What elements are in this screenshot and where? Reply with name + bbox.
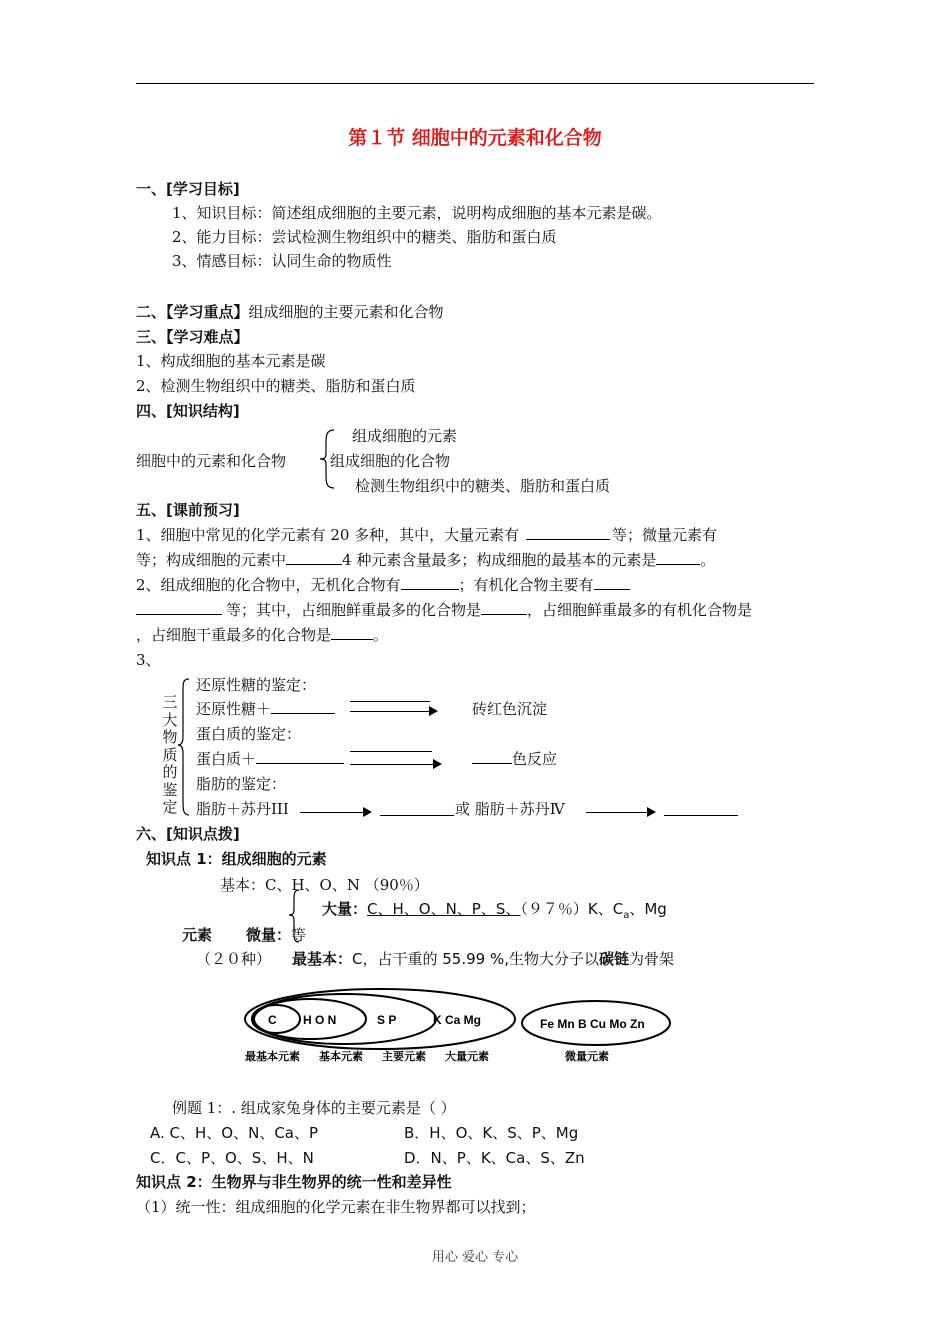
q1-text: 等；微量元素有 <box>611 526 717 544</box>
structure-branch: 组成细胞的元素 <box>352 427 458 445</box>
venn-caption: 主要元素 <box>382 1050 426 1063</box>
protein-line <box>196 749 344 769</box>
major-percent: （９７％） <box>520 900 588 918</box>
answer-blank[interactable] <box>656 550 700 565</box>
trace-elements <box>246 925 306 945</box>
fat-or: 或 脂肪＋苏丹Ⅳ <box>455 800 565 818</box>
answer-blank[interactable] <box>664 815 738 816</box>
page-footer: 用心 爱心 专心 <box>431 1250 519 1265</box>
preview-q2-line1 <box>136 575 630 595</box>
carbon-chain: 碳链 <box>599 950 630 968</box>
venn-caption: 大量元素 <box>445 1050 489 1063</box>
protein-result <box>472 749 557 769</box>
protein-text: 蛋白质＋ <box>196 750 257 768</box>
answer-blank[interactable] <box>331 625 373 640</box>
answer-blank[interactable] <box>380 815 454 816</box>
answer-blank[interactable] <box>526 525 610 540</box>
three-substances-vertical-label <box>162 694 178 817</box>
q2-text: 等；其中，占细胞鲜重最多的化合物是 <box>226 601 482 619</box>
vertical-char: 的 <box>162 763 178 781</box>
venn-label-sp: S P <box>377 1013 397 1027</box>
fat-line1: 脂肪＋苏丹III <box>196 800 289 818</box>
reaction-arrow <box>586 812 654 813</box>
major-elements <box>322 899 667 926</box>
section-heading-goals: 一、[学习目标] <box>136 180 240 198</box>
condition-line <box>350 751 432 752</box>
answer-blank[interactable] <box>286 550 342 565</box>
sugar-result: 砖红色沉淀 <box>472 700 548 718</box>
preview-q1-line2 <box>136 550 715 570</box>
header-rule <box>136 83 814 84</box>
answer-blank[interactable] <box>256 749 344 764</box>
key-points-text: 组成细胞的主要元素和化合物 <box>248 303 444 321</box>
answer-blank[interactable] <box>594 575 630 590</box>
knowledge-point-1-title: 知识点 1：组成细胞的元素 <box>146 850 327 868</box>
element-count: （２０种） <box>196 950 272 968</box>
q2-text: 。 <box>373 626 389 644</box>
protein-title: 蛋白质的鉴定： <box>196 725 302 743</box>
venn-label-kcamg: K Ca Mg <box>433 1013 481 1027</box>
vertical-char: 鉴 <box>162 780 178 799</box>
vertical-char: 大 <box>162 710 178 729</box>
difficulty-item: 2、检测生物组织中的糖类、脂肪和蛋白质 <box>136 377 416 395</box>
element-venn-diagram <box>240 985 680 1070</box>
major-extra: K、C <box>587 900 624 918</box>
section-heading-structure: 四、[知识结构] <box>136 402 240 420</box>
sugar-line <box>196 699 335 719</box>
preview-q2-line3 <box>136 625 388 645</box>
venn-label-c: C <box>268 1013 277 1027</box>
trace-label: 微量： <box>246 926 292 944</box>
most-basic-label: 最基本： <box>292 950 353 968</box>
section-heading-tips: 六、[知识点拨] <box>136 825 240 843</box>
option-c[interactable]: C．C、P、O、S、H、N <box>150 1149 314 1167</box>
vertical-char: 三 <box>162 693 178 711</box>
structure-root: 细胞中的元素和化合物 <box>136 452 287 470</box>
venn-caption: 最基本元素 <box>245 1050 300 1063</box>
page-title: 第１节 细胞中的元素和化合物 <box>348 127 602 149</box>
answer-blank[interactable] <box>481 600 527 615</box>
preview-q3-label: 3、 <box>136 651 161 669</box>
identification-brace <box>177 677 193 817</box>
section-key-points <box>136 302 444 322</box>
elements-label: 元素 <box>182 926 213 944</box>
vertical-char: 质 <box>162 745 178 764</box>
q1-text: 4 种元素含量最多；构成细胞的最基本的元素是 <box>342 551 657 569</box>
unity-text: （1）统一性：组成细胞的化学元素在非生物界都可以找到； <box>136 1198 536 1216</box>
protein-result-text: 色反应 <box>512 750 558 768</box>
q1-text: 1、细胞中常见的化学元素有 20 多种，其中，大量元素有 <box>136 526 520 544</box>
major-elements-list: C、H、O、N、P、S、 <box>367 900 521 918</box>
venn-label-hon: H O N <box>303 1013 337 1027</box>
trace-etc: 等 <box>291 926 307 944</box>
preview-q1-line1 <box>136 525 717 545</box>
major-label: 大量： <box>322 900 368 918</box>
q1-text: 。 <box>700 551 716 569</box>
knowledge-point-2-title: 知识点 2：生物界与非生物界的统一性和差异性 <box>136 1173 452 1191</box>
example-question: 例题 1：. 组成家兔身体的主要元素是（ ） <box>172 1099 456 1117</box>
major-extra-mg: 、Mg <box>629 900 667 918</box>
venn-caption: 基本元素 <box>319 1050 363 1063</box>
q2-text: ，占细胞干重最多的化合物是 <box>136 626 332 644</box>
section-heading-key: 二、【学习重点】 <box>136 303 249 321</box>
reaction-arrow <box>350 711 436 712</box>
goal-item: 2、能力目标：尝试检测生物组织中的糖类、脂肪和蛋白质 <box>172 228 557 246</box>
goal-item: 3、情感目标：认同生命的物质性 <box>172 252 392 270</box>
vertical-char: 物 <box>162 728 178 746</box>
reaction-arrow <box>350 764 440 765</box>
answer-blank[interactable] <box>401 575 459 590</box>
answer-blank[interactable] <box>472 749 512 764</box>
preview-q2-line2 <box>136 600 752 620</box>
answer-blank[interactable] <box>136 600 222 615</box>
venn-caption-trace: 微量元素 <box>565 1050 609 1063</box>
sugar-text: 还原性糖＋ <box>196 700 272 718</box>
section-heading-preview: 五、[课前预习] <box>136 501 240 519</box>
option-d[interactable]: D．N、P、K、Ca、S、Zn <box>404 1149 585 1167</box>
q2-text: ，占细胞鲜重最多的有机化合物是 <box>527 601 753 619</box>
q2-text: ；有机化合物主要有 <box>458 576 594 594</box>
sugar-title: 还原性糖的鉴定： <box>196 676 317 694</box>
section-heading-difficulties: 三、【学习难点】 <box>136 328 249 346</box>
difficulty-item: 1、构成细胞的基本元素是碳 <box>136 352 326 370</box>
basic-elements: 基本：C、H、O、N （90％） <box>220 876 429 894</box>
q1-text: 等；构成细胞的元素中 <box>136 551 287 569</box>
goal-item: 1、知识目标：简述组成细胞的主要元素，说明构成细胞的基本元素是碳。 <box>172 204 662 222</box>
condition-line <box>350 701 430 702</box>
q2-text: 2、组成细胞的化合物中，无机化合物有 <box>136 576 401 594</box>
vertical-char: 定 <box>162 798 178 816</box>
option-b[interactable]: B．H、O、K、S、P、Mg <box>404 1124 579 1142</box>
most-basic-text-end: 为骨架 <box>629 950 675 968</box>
answer-blank[interactable] <box>271 699 335 714</box>
reaction-arrow <box>300 812 370 813</box>
venn-label-trace: Fe Mn B Cu Mo Zn <box>540 1017 645 1031</box>
most-basic-element <box>292 949 674 969</box>
major-extra-sub: a <box>623 910 630 921</box>
most-basic-text: C，占干重的 55.99 %,生物大分子以 <box>352 950 599 968</box>
structure-branch: 组成细胞的化合物 <box>330 452 451 470</box>
option-a[interactable]: A. C、H、O、N、Ca、P <box>150 1124 319 1142</box>
structure-branch: 检测生物组织中的糖类、脂肪和蛋白质 <box>355 477 611 495</box>
fat-title: 脂肪的鉴定： <box>196 775 287 793</box>
